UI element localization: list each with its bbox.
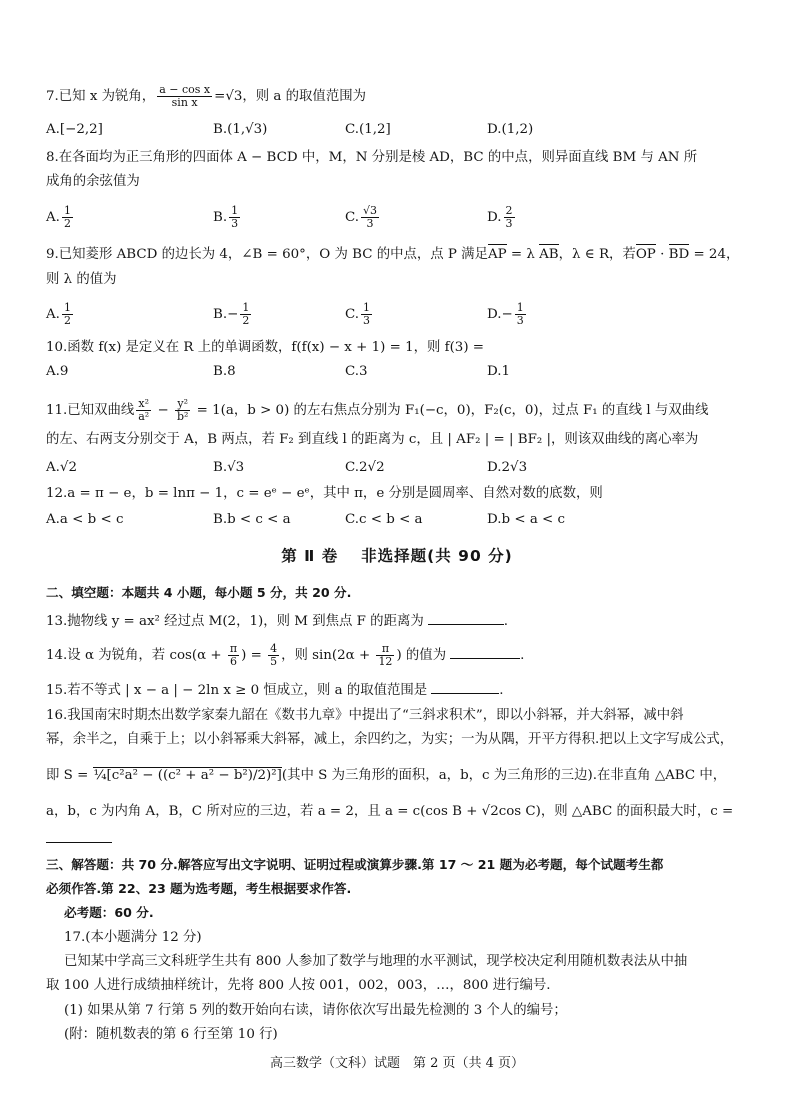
q8-line2: 成角的余弦值为 (46, 174, 140, 189)
q10-option-d: D.1 (487, 364, 511, 379)
q9-option-b: B.− $\frac{1}{2}$ (213, 301, 250, 327)
q8-option-a: A. $\frac{1}{2}$ (46, 204, 71, 230)
qin-formula: ¼[c²a² − ((c² + a² − b²)/2)²] (93, 768, 282, 783)
q14: 14.设 α 为锐角，若 cos(α + $\frac{\pi}{6}$ ) = $\frac{4}{5}$ ，则 sin(2α + $\frac{\pi}{12}$ ) 的值为 . (46, 642, 525, 668)
q10-option-c: C.3 (345, 364, 368, 379)
q11-option-b: B.√3 (213, 460, 245, 475)
q12-option-d: D.b < a < c (487, 512, 566, 527)
q11-option-d: D.2√3 (487, 460, 528, 475)
q16-line4: a，b，c 为内角 A，B，C 所对应的三边，若 a = 2，且 a = c(cos B + √2cos C)，则 △ABC 的面积最大时，c = (46, 804, 734, 819)
q9-line1: 9.已知菱形 ABCD 的边长为 4，∠B = 60°，O 为 BC 的中点，点 P 满足AP = λ AB，λ ∈ R，若OP · BD = 24， (46, 245, 739, 265)
q8-option-c: C. $\frac{√3}{3}$ (345, 204, 378, 230)
q12-option-b: B.b < c < a (213, 512, 291, 527)
q9-option-a: A. $\frac{1}{2}$ (46, 301, 71, 327)
q16-line3: 即 S = ¼[c²a² − ((c² + a² − b²)/2)²](其中 S 为三角形的面积，a，b，c 为三角形的三边).在非直角 △ABC 中， (46, 768, 727, 783)
q17-line2: 取 100 人进行成绩抽样统计，先将 800 人按 001，002，003，…，800 进行编号. (46, 978, 551, 993)
q7-stem: 7.已知 x 为锐角， $\frac{\text{a − cos x}}{\text{sin x}}$ =√3，则 a 的取值范围为 (46, 83, 366, 109)
q16-answer-blank[interactable] (46, 828, 112, 843)
q16-line2: 幂，余半之，自乘于上；以小斜幂乘大斜幂，减上，余四约之，为实；一为从隅，开平方得积.把以上文字写成公式， (46, 732, 734, 747)
q8-option-b: B. $\frac{1}{3}$ (213, 204, 239, 230)
q10-option-b: B.8 (213, 364, 236, 379)
answer-section-header-2: 必须作答.第 22、23 题为选考题，考生根据要求作答. (46, 881, 352, 896)
q10-option-a: A.9 (46, 364, 69, 379)
q17-title: 17.(本小题满分 12 分) (64, 930, 202, 945)
q8-line1: 8.在各面均为正三角形的四面体 A − BCD 中，M，N 分别是棱 AD，BC 的中点，则异面直线 BM 与 AN 所 (46, 150, 698, 165)
required-header: 必考题：60 分. (64, 905, 154, 920)
q16-line1: 16.我国南宋时期杰出数学家秦九韶在《数书九章》中提出了“三斜求积术”，即以小斜幂，并大斜幂，减中斜 (46, 708, 684, 723)
section-2-title: 第 Ⅱ 卷 非选择题(共 90 分) (281, 547, 513, 565)
q10-line1: 10.函数 f(x) 是定义在 R 上的单调函数，f(f(x) − x + 1) = 1，则 f(3) = (46, 340, 485, 355)
q11-option-a: A.√2 (46, 460, 77, 475)
q15-answer-blank[interactable] (431, 679, 499, 694)
q7-fraction: $\frac{\text{a − cos x}}{\text{sin x}}$ (159, 83, 211, 109)
q17-line1: 已知某中学高三文科班学生共有 800 人参加了数学与地理的水平测试，现学校决定利用随机数表法从中抽 (64, 954, 688, 969)
fill-in-header: 二、填空题：本题共 4 小题，每小题 5 分，共 20 分. (46, 585, 352, 600)
q7-option-c: C.(1,2] (345, 122, 391, 137)
q17-sub1: (1) 如果从第 7 行第 5 列的数开始向右读，请你依次写出最先检测的 3 个人的编号； (64, 1003, 567, 1018)
q9-line2: 则 λ 的值为 (46, 272, 117, 287)
answer-section-header-1: 三、解答题：共 70 分.解答应写出文字说明、证明过程或演算步骤.第 17 ～ 21 题为必考题，每个试题考生都 (46, 857, 664, 872)
q14-answer-blank[interactable] (450, 644, 520, 659)
q9-option-d: D.− $\frac{1}{3}$ (487, 301, 524, 327)
q12-option-c: C.c < b < a (345, 512, 423, 527)
q11-line1: 11.已知双曲线 $\frac{\text{x²}}{\text{a²}}$ − $\frac{\text{y²}}{\text{b²}}$ = 1(a，b > 0) 的左右焦点分别为 F₁(−c，0)，F₂(c，0)，过点 F₁ 的直线 l 与双曲线 (46, 397, 709, 423)
q11-line2: 的左、右两支分别交于 A，B 两点，若 F₂ 到直线 l 的距离为 c，且 | AF₂ | = | BF₂ |，则该双曲线的离心率为 (46, 432, 699, 447)
q7-option-d: D.(1,2) (487, 122, 534, 137)
q13-answer-blank[interactable] (428, 610, 504, 625)
q11-option-c: C.2√2 (345, 460, 385, 475)
q7-option-a: A.[−2,2] (46, 122, 103, 137)
q8-option-d: D. $\frac{2}{3}$ (487, 204, 513, 230)
page-footer: 高三数学（文科）试题 第 2 页（共 4 页） (269, 1056, 525, 1071)
q9-option-c: C. $\frac{1}{3}$ (345, 301, 371, 327)
q12-option-a: A.a < b < c (46, 512, 124, 527)
q16-answer-line (46, 828, 112, 850)
q13: 13.抛物线 y = ax² 经过点 M(2，1)，则 M 到焦点 F 的距离为 . (46, 610, 508, 632)
q7-option-b: B.(1,√3) (213, 122, 268, 137)
q17-note: (附：随机数表的第 6 行至第 10 行) (64, 1027, 278, 1042)
q15: 15.若不等式 | x − a | − 2ln x ≥ 0 恒成立，则 a 的取值范围是 . (46, 679, 503, 701)
q12-line1: 12.a = π − e，b = lnπ − 1，c = eᵉ − eᵉ，其中 π，e 分别是圆周率、自然对数的底数，则 (46, 486, 603, 501)
